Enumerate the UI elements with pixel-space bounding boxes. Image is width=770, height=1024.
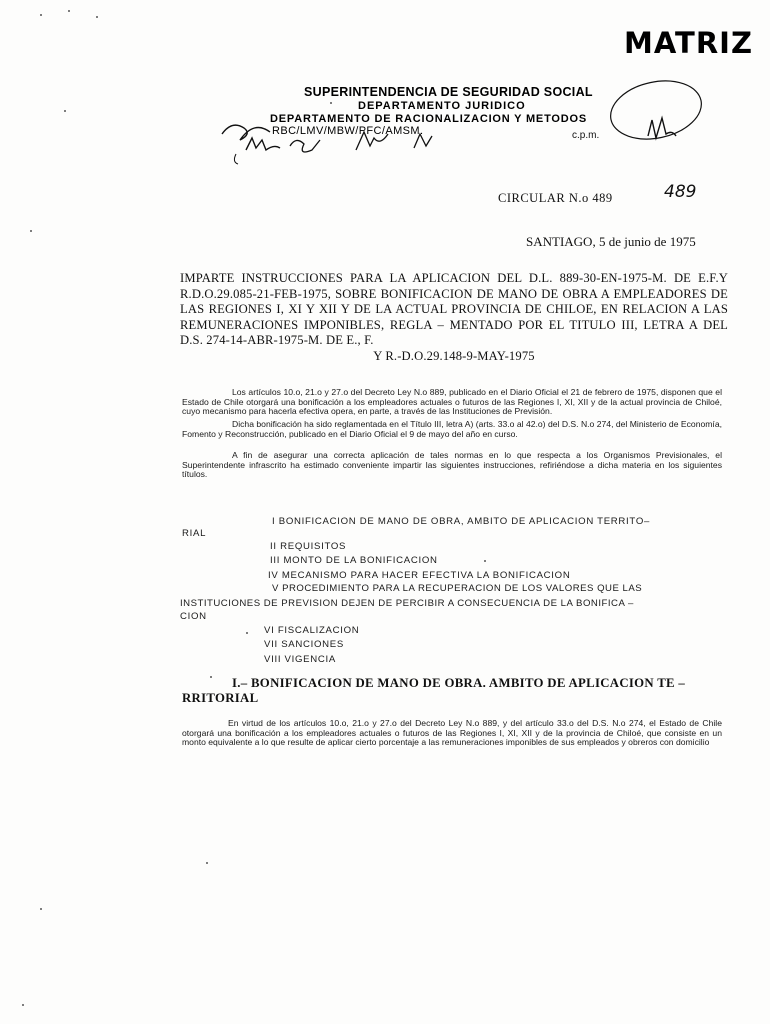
handwritten-number: 489 (664, 182, 697, 202)
signatures-scribble (0, 0, 770, 200)
toc-item-iv: IV MECANISMO PARA HACER EFECTIVA LA BONIFICACION (268, 570, 571, 581)
toc-item-v-end: CION (180, 611, 207, 622)
toc-item-vi: VI FISCALIZACION (264, 625, 360, 636)
toc-item-iii: III MONTO DE LA BONIFICACION (270, 555, 438, 566)
toc-item-i-continued: RIAL (182, 528, 207, 539)
section-1-heading (182, 676, 728, 706)
document-date: SANTIAGO, 5 de junio de 1975 (526, 234, 696, 249)
paragraph-1: Los artículos 10.o, 21.o y 27.o del Decreto Ley N.o 889, publicado en el Diario Oficial el 21 de febrero de 1975, disponen que el Estado de Chile otorgará una bonificación a los empleadores actuales o futuros de las Regiones I, XI, XII y de la actual provincia de Chiloé, cuyo mecanismo para hacerla efectiva opera, en parte, a través de las Instituciones de Previsión. (182, 387, 722, 417)
toc-item-v: V PROCEDIMIENTO PARA LA RECUPERACION DE LOS VALORES QUE LAS (272, 583, 643, 594)
toc-item-vii: VII SANCIONES (264, 639, 345, 650)
toc-item-ii: II REQUISITOS (270, 541, 347, 552)
paragraph-3: A fin de asegurar una correcta aplicación de tales normas en lo que respecta a los Organismos Previsionales, el Superintendente infrascrito ha estimado conveniente impartir las siguientes instrucciones, refiriéndose a dicha materia en los siguientes títulos. (182, 450, 722, 480)
header-cpm: c.p.m. (572, 130, 600, 141)
document-title (180, 271, 728, 364)
title-body: IMPARTE INSTRUCCIONES PARA LA APLICACION DEL D.L. 889-30-EN-1975-M. DE E.F.Y R.D.O.29.085-21-FEB-1975, SOBRE BONIFICACION DE MANO DE OBRA A EMPLEADORES DE LAS REGIONES I, XI Y XII Y DE LA ACTUAL PROVINCIA DE CHILOE, EN RELACION A LAS REMUNERACIONES IMPONIBLES, REGLA – MENTADO POR EL TITULO III, LETRA A DEL D.S. 274-14-ABR-1975-M. DE E., F. (180, 271, 728, 347)
paragraph-2: Dicha bonificación ha sido reglamentada en el Título III, letra A) (arts. 33.o al 42.o) del D.S. N.o 274, del Ministerio de Economía, Fomento y Reconstrucción, publicado en el Diario Oficial el 9 de mayo del año en curso. (182, 419, 722, 439)
header-initials: RBC/LMV/MBW/PFC/AMSM. (272, 125, 424, 137)
section-1-body: En virtud de los artículos 10.o, 21.o y 27.o del Decreto Ley N.o 889, y del artículo 33.o del D.S. N.o 274, el Estado de Chile otorgará una bonificación a los empleadores actuales o futuros de las Regiones I, XI, XII y de la provincia de Chiloé, que consiste en un monto equivalente a lo que resulte de aplicar cierto porcentaje a las remuneraciones imponibles de sus empleados y obreros con domicilio (182, 718, 722, 748)
toc-item-viii: VIII VIGENCIA (264, 654, 337, 665)
circular-number: CIRCULAR N.o 489 (498, 191, 613, 205)
header-superintendencia: SUPERINTENDENCIA DE SEGURIDAD SOCIAL (304, 85, 593, 99)
header-departamento-racionalizacion: DEPARTAMENTO DE RACIONALIZACION Y METODOS (270, 113, 587, 125)
section-1-heading-line2: RRITORIAL (182, 691, 259, 705)
header-departamento-juridico: DEPARTAMENTO JURIDICO (358, 100, 526, 112)
matriz-stamp: MATRIZ (624, 26, 753, 60)
toc-item-v-continued: INSTITUCIONES DE PREVISION DEJEN DE PERCIBIR A CONSECUENCIA DE LA BONIFICA – (180, 598, 634, 609)
toc-item-i: I BONIFICACION DE MANO DE OBRA, AMBITO DE APLICACION TERRITO– (272, 516, 651, 527)
section-1-heading-line1: I.– BONIFICACION DE MANO DE OBRA. AMBITO DE APLICACION TE – (232, 676, 686, 690)
title-last-line: Y R.-D.O.29.148-9-MAY-1975 (373, 348, 535, 363)
